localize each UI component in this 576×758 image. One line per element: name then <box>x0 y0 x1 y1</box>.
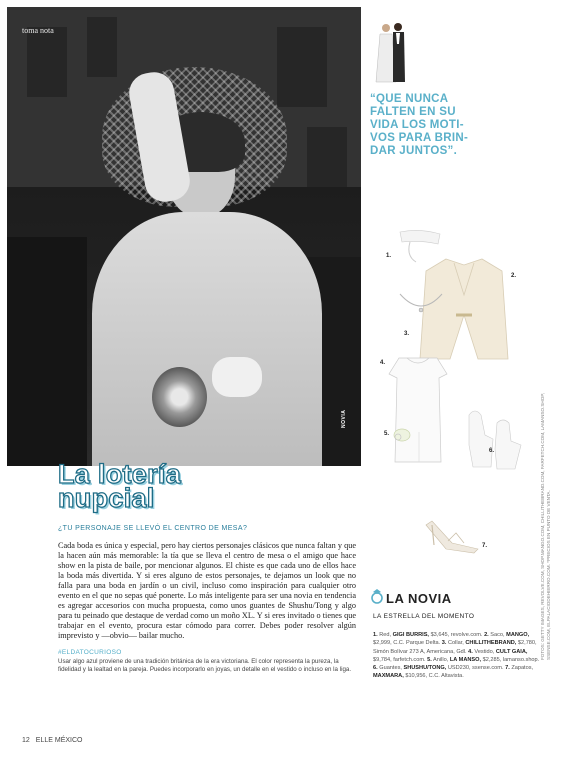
article-subtitle: ¿TU PERSONAJE SE LLEVÓ EL CENTRO DE MESA? <box>58 525 248 532</box>
title-line-2: nupcial <box>58 483 155 513</box>
quote-line: “QUE NUNCA <box>370 93 449 105</box>
product-shoes <box>422 515 482 560</box>
magazine-name: ELLE MÉXICO <box>35 737 83 744</box>
quote-line: DAR JUNTOS”. <box>370 145 458 157</box>
product-ring <box>390 425 412 445</box>
list-item: 7. Zapatos, MAXMARA, $10,956, C.C. Altavista. <box>373 665 534 680</box>
photo-credits: FOTOS: GETTY IMAGES, REVOLVE.COM, SHOP.MANGO.COM, CHILLITHEBRAND.COM, FARFETCH.COM, LAMANSO.SHOP, SSENSE.COM, ELPALACIODEHIERRO.COM. *PRECIOS EN PUNTO DE VENTA. <box>540 392 551 660</box>
product-number: 5. <box>384 431 390 437</box>
section-tag: toma nota <box>22 26 54 35</box>
bouquet <box>152 367 207 427</box>
list-item: 2. Saco, MANGO, $2,999, C.C. Parque Delta. <box>373 632 530 647</box>
title-line-1: La lotería <box>58 459 182 489</box>
novia-subheading: LA ESTRELLA DEL MOMENTO <box>373 613 475 620</box>
hashtag-label: #ELDATOCURIOSO <box>58 649 122 656</box>
quote-line: VOS PARA BRIN- <box>370 132 469 144</box>
product-number: 7. <box>482 543 488 549</box>
dress <box>92 212 322 466</box>
hero-photo <box>7 7 361 466</box>
page-footer <box>22 737 88 744</box>
product-dress <box>383 352 453 467</box>
pull-quote <box>370 93 470 158</box>
page-number: 12 <box>22 737 30 744</box>
list-item: 1. Red, GIGI BURRIS, $3,645, revolve.com. <box>373 632 483 638</box>
quote-line: FALTEN EN SU <box>370 106 456 118</box>
product-number: 2. <box>511 273 517 279</box>
product-number: 3. <box>404 331 410 337</box>
photo-credit: NOVIA <box>341 409 347 428</box>
couple-figurine-icon <box>372 20 412 90</box>
list-item: 4. Vestido, CULT GAIA, $9,784, farfetch.com. <box>373 648 528 663</box>
product-number: 4. <box>380 360 386 366</box>
product-gloves <box>465 405 525 470</box>
list-item: 5. Anillo, LA MANSO, $2,285, lamanso.shop. <box>427 656 540 663</box>
article-title <box>58 459 318 513</box>
hashtag-body: Usar algo azul proviene de una tradición británica de la era victoriana. El color representa la pureza, la fidelidad y la lealtad en la pareja. Puedes incorporarlo en joyas, un detalle en el vestido o incluso en la liga. <box>58 658 352 673</box>
product-number: 1. <box>386 253 392 259</box>
novia-heading: LA NOVIA <box>386 591 452 606</box>
product-number: 6. <box>489 448 495 454</box>
glove-lower <box>212 357 262 397</box>
list-item: 3. Collar, CHILLITHEBRAND, $2,780, Simón Bolívar 273 A, Americana, Gdl. <box>373 640 537 655</box>
list-item: 6. Guantes, SHUSHU/TONG, USD230, ssense.com. <box>373 665 504 672</box>
article-body: Cada boda es única y especial, pero hay ciertos personajes clásicos que nunca faltan y que la hacen aún más memorable: la tía que se lleva el centro de mesa o el amigo que hace show en la pista de baile, por mencionar algunos. El chiste es que cada uno de ellos hace la boda más divertida. Y si eres alguno de estos personajes, te dejamos un look que no falla para una boda en jardín o un civil, incluso como inspiración para cualquier otro evento en el que no sepas qué ponerte. Lo más inteligente para ser una novia en tendencia es agregar accesorios con mucha propuesta, como unos guantes de Shushu/Tong y algo para tu peinado que destaque de verdad como un moño XL. Y si eres invitado o tienes que trabajar en el evento, procura estar cómodo para correr. Debes poder resolver algún imprevisto y —obvio— bailar mucho. <box>58 541 356 640</box>
novia-product-list <box>373 631 543 681</box>
product-necklace <box>396 290 446 320</box>
diamond-ring-icon <box>369 587 387 605</box>
quote-line: VIDA LOS MOTI- <box>370 119 464 131</box>
